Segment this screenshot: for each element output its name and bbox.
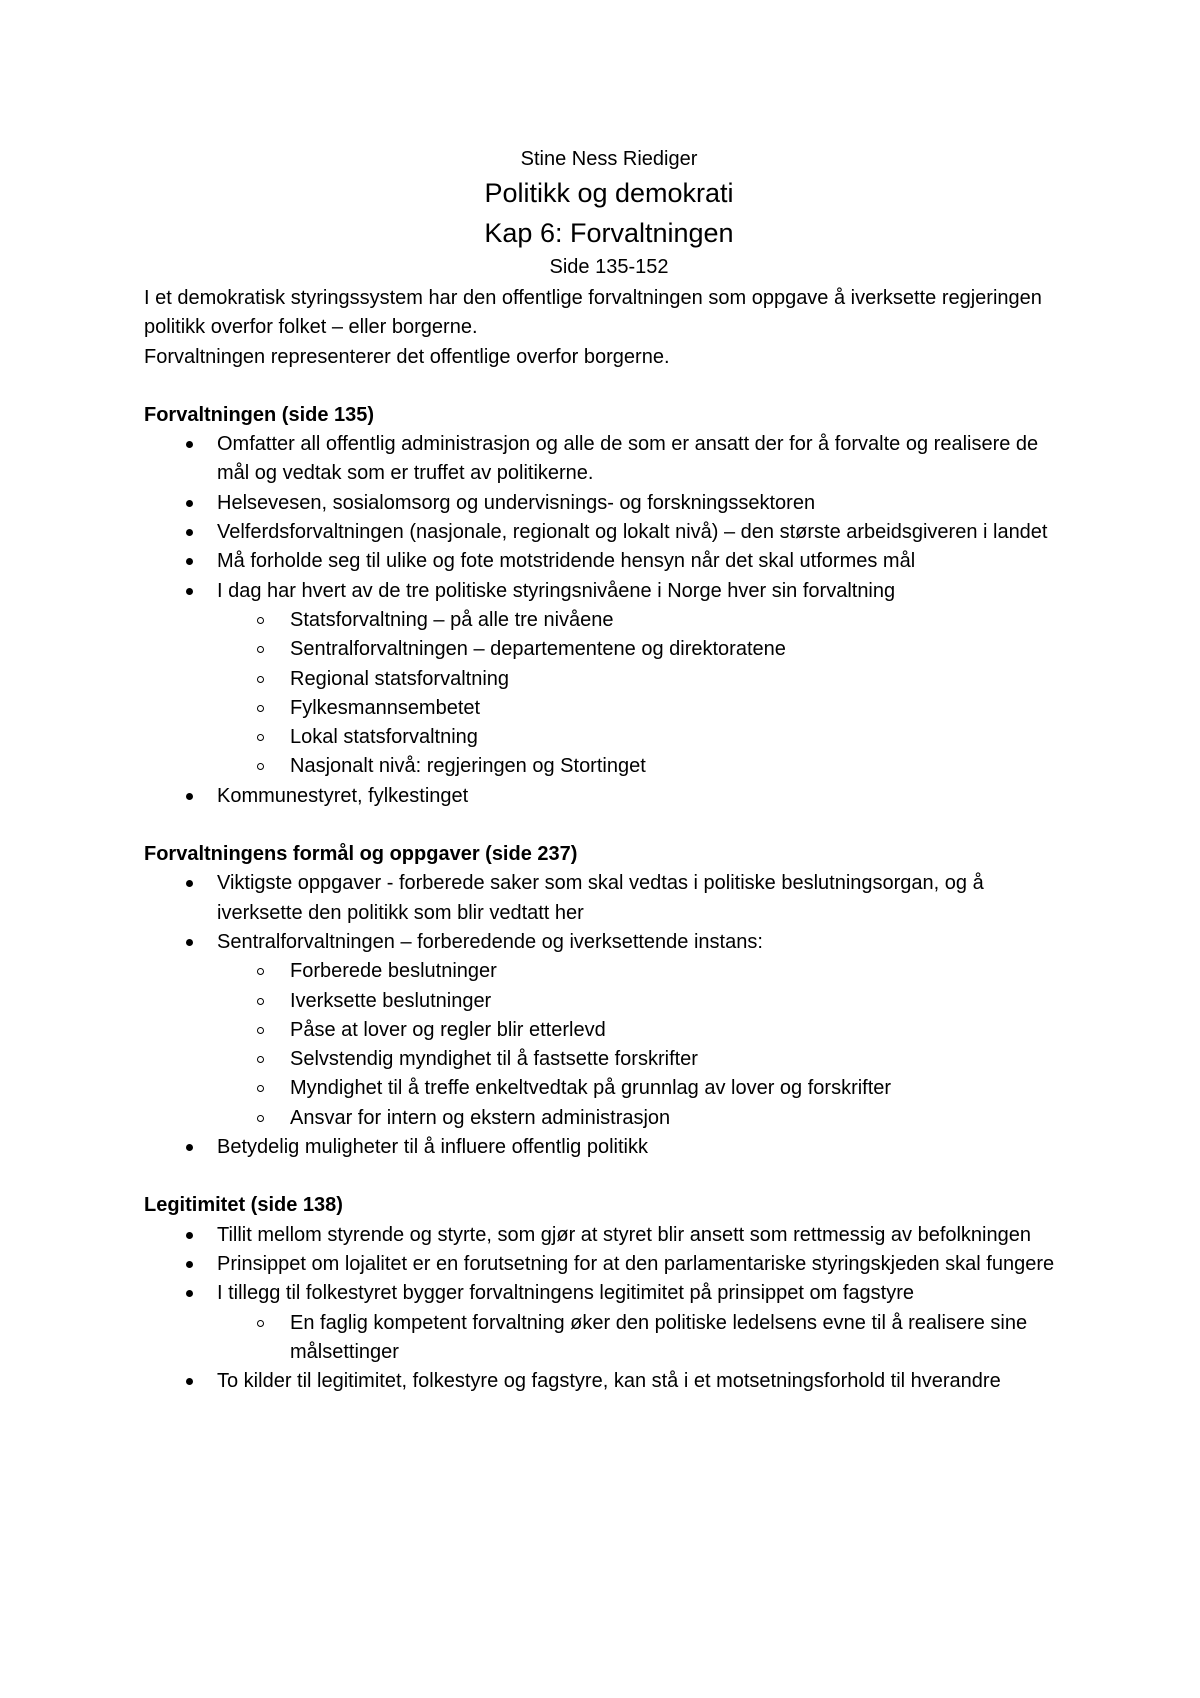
sub-list-item: Lokal statsforvaltning xyxy=(144,723,1074,752)
list-item: I dag har hvert av de tre politiske styringsnivåene i Norge hver sin forvaltning Statsforvaltning – på alle tre nivåene Sentralforvaltningen – departementene og direktoratene Regional statsforvaltning Fylkesmannsembetet Lokal statsforvaltning Nasjonalt nivå: regjeringen og Stortinget xyxy=(144,577,1074,782)
bullet-icon xyxy=(186,880,193,887)
list-item: I tillegg til folkestyret bygger forvaltningens legitimitet på prinsippet om fagstyre En faglig kompetent forvaltning øker den politiske ledelsens evne til å realisere sine målsettinger xyxy=(144,1279,1074,1367)
author-name: Stine Ness Riediger xyxy=(520,148,698,170)
sub-list-item: Sentralforvaltningen – departementene og direktoratene xyxy=(144,635,1074,664)
circle-bullet-icon xyxy=(257,763,264,770)
bullet-icon xyxy=(186,939,193,946)
sub-list-item: En faglig kompetent forvaltning øker den politiske ledelsens evne til å realisere sine målsettinger xyxy=(144,1309,1074,1368)
section-heading-forvaltningen: Forvaltningen (side 135) xyxy=(144,403,375,426)
sub-list-item: Påse at lover og regler blir etterlevd xyxy=(144,1016,1074,1045)
sub-list xyxy=(217,1309,1074,1368)
bullet-icon xyxy=(186,793,193,800)
sub-list-item: Regional statsforvaltning xyxy=(144,665,1074,694)
list-item: Viktigste oppgaver - forberede saker som skal vedtas i politiske beslutningsorgan, og å iverksette den politikk som blir vedtatt her xyxy=(144,869,1074,928)
circle-bullet-icon xyxy=(257,998,264,1005)
list-item: Velferdsforvaltningen (nasjonale, regionalt og lokalt nivå) – den største arbeidsgiveren i landet xyxy=(144,518,1074,547)
circle-bullet-icon xyxy=(257,705,264,712)
circle-bullet-icon xyxy=(257,1027,264,1034)
circle-bullet-icon xyxy=(257,646,264,653)
bullet-icon xyxy=(186,1232,193,1239)
circle-bullet-icon xyxy=(257,1056,264,1063)
sub-list-item: Statsforvaltning – på alle tre nivåene xyxy=(144,606,1074,635)
list-item: Prinsippet om lojalitet er en forutsetning for at den parlamentariske styringskjeden skal fungere xyxy=(144,1250,1074,1279)
circle-bullet-icon xyxy=(257,1115,264,1122)
circle-bullet-icon xyxy=(257,1320,264,1327)
list-item: Må forholde seg til ulike og fote motstridende hensyn når det skal utformes mål xyxy=(144,547,1074,576)
circle-bullet-icon xyxy=(257,968,264,975)
list-item: Tillit mellom styrende og styrte, som gjør at styret blir ansett som rettmessig av befolkningen xyxy=(144,1221,1074,1250)
bullet-list xyxy=(144,430,1074,811)
chapter-title: Kap 6: Forvaltningen xyxy=(484,218,734,248)
section-heading-legitimitet: Legitimitet (side 138) xyxy=(144,1194,343,1217)
sub-list-item: Nasjonalt nivå: regjeringen og Stortinget xyxy=(144,752,1074,781)
sub-list xyxy=(217,957,1074,1133)
sub-list-item: Myndighet til å treffe enkeltvedtak på grunnlag av lover og forskrifter xyxy=(144,1074,1074,1103)
intro-paragraph-2: Forvaltningen representerer det offentlige overfor borgerne. xyxy=(144,345,670,368)
circle-bullet-icon xyxy=(257,734,264,741)
sub-list-item: Ansvar for intern og ekstern administrasjon xyxy=(144,1104,1074,1133)
bullet-list xyxy=(144,1221,1074,1397)
sub-list-item: Selvstendig myndighet til å fastsette forskrifter xyxy=(144,1045,1074,1074)
sub-list-item: Forberede beslutninger xyxy=(144,957,1074,986)
bullet-icon xyxy=(186,1144,193,1151)
bullet-icon xyxy=(186,500,193,507)
list-item: Helsevesen, sosialomsorg og undervisnings- og forskningssektoren xyxy=(144,489,1074,518)
list-item: Sentralforvaltningen – forberedende og iverksettende instans: Forberede beslutninger Iverksette beslutninger Påse at lover og regler blir etterlevd Selvstendig myndighet til å fastsette forskrifter Myndighet til å treffe enkeltvedtak på grunnlag av lover og forskrifter Ansvar for intern og ekstern administrasjon xyxy=(144,928,1074,1133)
list-item: Omfatter all offentlig administrasjon og alle de som er ansatt der for å forvalte og realisere de mål og vedtak som er truffet av politikerne. xyxy=(144,430,1074,489)
list-item: Betydelig muligheter til å influere offentlig politikk xyxy=(144,1133,1074,1162)
list-item: Kommunestyret, fylkestinget xyxy=(144,782,1074,811)
sub-list-item: Iverksette beslutninger xyxy=(144,987,1074,1016)
course-title: Politikk og demokrati xyxy=(484,178,734,208)
bullet-icon xyxy=(186,558,193,565)
sub-list xyxy=(217,606,1074,782)
section-heading-formal-oppgaver: Forvaltningens formål og oppgaver (side 237) xyxy=(144,843,578,866)
circle-bullet-icon xyxy=(257,1085,264,1092)
bullet-icon xyxy=(186,1290,193,1297)
sub-list-item: Fylkesmannsembetet xyxy=(144,694,1074,723)
bullet-icon xyxy=(186,441,193,448)
circle-bullet-icon xyxy=(257,617,264,624)
bullet-list xyxy=(144,869,1074,1162)
document-body xyxy=(144,284,1074,1396)
bullet-icon xyxy=(186,529,193,536)
bullet-icon xyxy=(186,1378,193,1385)
circle-bullet-icon xyxy=(257,676,264,683)
intro-paragraph: I et demokratisk styringssystem har den offentlige forvaltningen som oppgave å iverksette regjeringen politikk overfor folket – eller borgerne. xyxy=(144,287,1042,339)
bullet-icon xyxy=(186,1261,193,1268)
page-range: Side 135-152 xyxy=(549,256,669,278)
bullet-icon xyxy=(186,588,193,595)
list-item: To kilder til legitimitet, folkestyre og fagstyre, kan stå i et motsetningsforhold til hverandre xyxy=(144,1367,1074,1396)
